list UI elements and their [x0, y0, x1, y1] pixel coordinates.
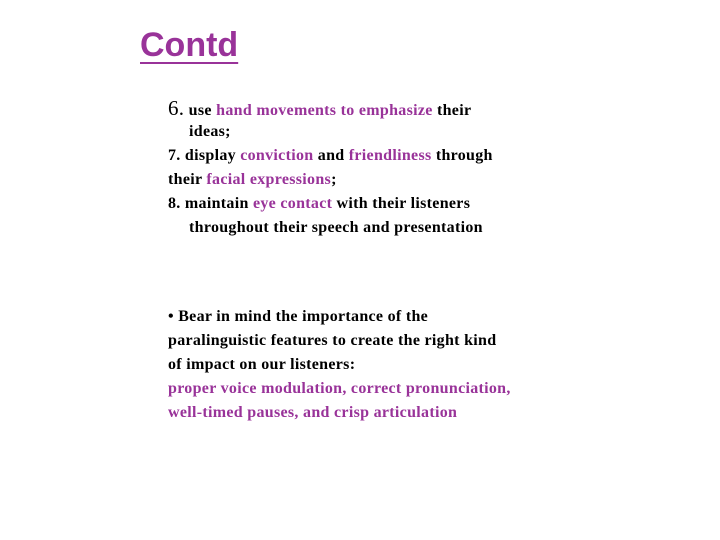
bullet-line-1: • Bear in mind the importance of the [168, 308, 429, 325]
bullet-line-2: paralinguistic features to create the right kind [168, 332, 497, 349]
highlight-facial-expressions: facial expressions [206, 171, 332, 188]
bullet-line-3: of impact on our listeners: [168, 356, 356, 373]
list-item-7: 7. display conviction and friendliness through [168, 147, 493, 164]
list-item-6: 6. use hand movements to emphasize their [168, 96, 472, 120]
bullet-highlight-line-1: proper voice modulation, correct pronunciation, [168, 380, 511, 397]
list-item-8: 8. maintain eye contact with their listeners [168, 195, 471, 212]
numbered-list [168, 96, 493, 240]
highlight-friendliness: friendliness [348, 147, 432, 164]
highlight-hand-movements: hand movements to emphasize [216, 102, 433, 119]
bullet-paragraph [168, 305, 511, 425]
highlight-conviction: conviction [240, 147, 314, 164]
list-number-6: 6. [168, 96, 185, 120]
bullet-highlight-line-2: well-timed pauses, and crisp articulation [168, 404, 458, 421]
slide-title: Contd [140, 26, 239, 64]
list-item-6-continuation: ideas; [189, 123, 231, 140]
list-item-7-continuation: their facial expressions; [168, 171, 337, 188]
highlight-eye-contact: eye contact [252, 195, 333, 212]
list-item-8-continuation: throughout their speech and presentation [189, 219, 483, 236]
